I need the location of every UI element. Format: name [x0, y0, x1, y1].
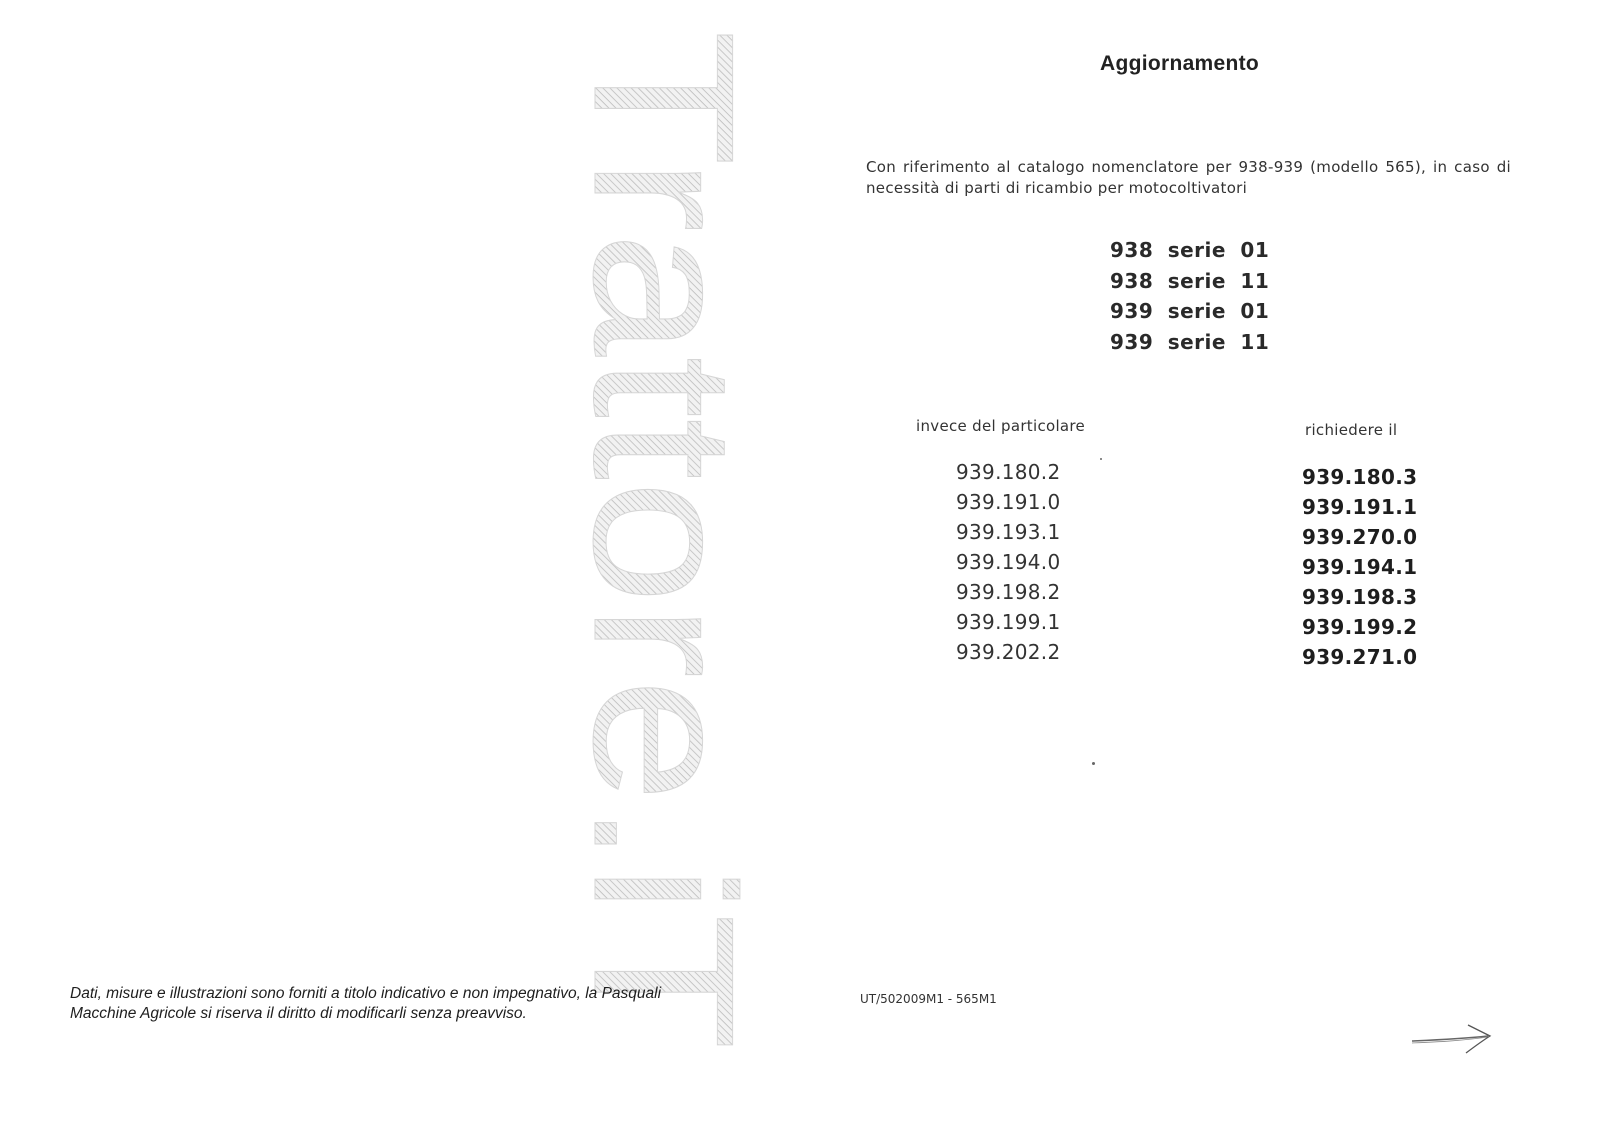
document-code: UT/502009M1 - 565M1	[860, 992, 997, 1006]
arrow-right-icon	[1410, 1022, 1494, 1056]
series-item: 938 serie 11	[1110, 268, 1270, 293]
old-part-number: 939.202.2	[956, 640, 1061, 664]
disclaimer-text: Dati, misure e illustrazioni sono forniti a titolo indicativo e non impegnativo, la Pasquali Macchine Agricole si riserva il diritto di modificarli senza preavviso.	[70, 985, 662, 1022]
old-part-number: 939.191.0	[956, 490, 1061, 514]
new-part-number: 939.194.1	[1302, 555, 1418, 579]
old-part-header: invece del particolare	[916, 417, 1086, 435]
old-part-number: 939.199.1	[956, 610, 1061, 634]
scan-speck	[1092, 762, 1095, 765]
new-part-header: richiedere il	[1305, 421, 1398, 439]
page-title: Aggiornamento	[1100, 52, 1260, 75]
series-item: 938 serie 01	[1110, 238, 1270, 262]
old-part-list	[956, 457, 1061, 667]
series-item: 939 serie 11	[1110, 329, 1270, 354]
new-part-list	[1302, 462, 1417, 672]
watermark	[552, 30, 775, 1070]
series-list	[1110, 235, 1269, 357]
new-part-number: 939.191.1	[1302, 495, 1418, 519]
old-part-number: 939.194.0	[956, 550, 1061, 574]
old-part-number: 939.198.2	[956, 580, 1061, 604]
new-part-number: 939.198.3	[1302, 585, 1418, 609]
series-item: 939 serie 01	[1110, 299, 1270, 323]
new-part-number: 939.180.3	[1302, 465, 1418, 489]
intro-paragraph: Con riferimento al catalogo nomenclatore per 938-939 (modello 565), in caso di necessità di parti di ricambio per motocoltivatori	[866, 158, 1511, 197]
watermark-text: Trattore.iT	[552, 30, 775, 945]
new-part-number: 939.270.0	[1302, 525, 1418, 549]
old-part-number: 939.193.1	[956, 520, 1061, 544]
scan-speck	[1100, 458, 1102, 460]
new-part-number: 939.199.2	[1302, 615, 1418, 639]
old-part-number: 939.180.2	[956, 460, 1061, 484]
new-part-number: 939.271.0	[1302, 645, 1418, 669]
